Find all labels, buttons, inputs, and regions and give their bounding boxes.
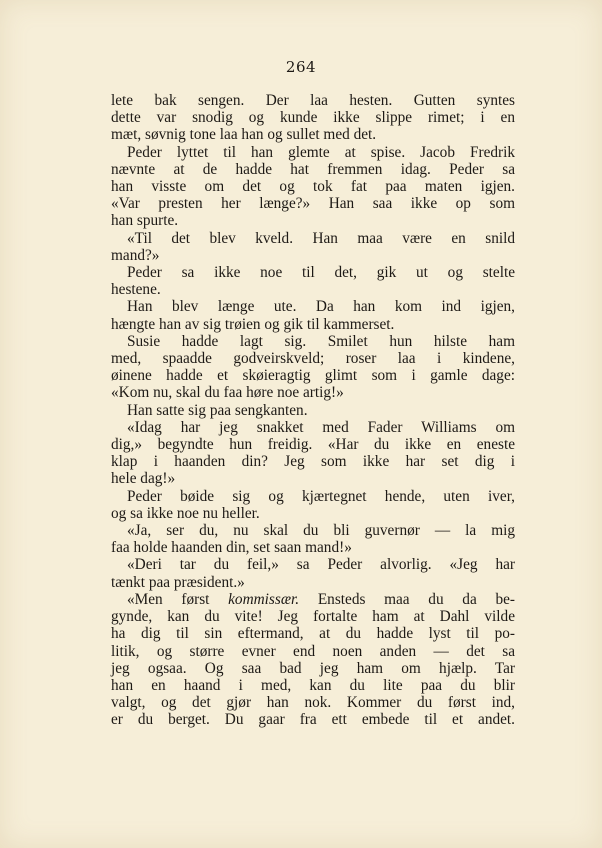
text-line: ha dig til sin eftermand, at du hadde lyst til po- <box>111 625 515 643</box>
text-line: han en haand i med, kan du lite paa du blir <box>111 676 515 694</box>
text-line: «Til det blev kveld. Han maa være en snild <box>127 229 515 247</box>
text-segment: Ensteds maa du da be- <box>299 590 515 608</box>
text-line: hele dag!» <box>111 470 176 488</box>
text-segment: «Men først <box>127 590 229 608</box>
text-line: «Var presten her længe?» Han saa ikke op som <box>111 195 515 213</box>
text-line-italic <box>111 591 515 608</box>
italic-word: kommissær. <box>228 590 300 608</box>
text-line: litik, og større evner end noen anden — det sa <box>111 642 515 660</box>
text-line: Peder sa ikke noe til det, gik ut og stelte <box>127 264 515 282</box>
text-line: han spurte. <box>111 212 179 230</box>
text-line: «Deri tar du feil,» sa Peder alvorlig. «Jeg har <box>127 556 515 574</box>
text-line: Peder lyttet til han glemte at spise. Jacob Fredrik <box>127 143 515 161</box>
text-line: hestene. <box>111 281 161 299</box>
text-line: Peder bøide sig og kjærtegnet hende, uten iver, <box>127 487 515 505</box>
text-line: nævnte at de hadde hat fremmen idag. Peder sa <box>111 160 515 178</box>
text-line: gynde, kan du vite! Jeg fortalte ham at Dahl vilde <box>111 608 515 626</box>
text-line: dette var snodig og kunde ikke slippe rimet; i en <box>111 109 515 127</box>
text-line: «Idag har jeg snakket med Fader Williams om <box>127 418 515 436</box>
text-line: og sa ikke noe nu heller. <box>111 504 260 522</box>
text-line: klap i haanden din? Jeg som ikke har set dig i <box>111 453 515 471</box>
body-lines-upper <box>111 92 515 591</box>
text-line: mæt, søvnig tone laa han og sullet med det. <box>111 126 377 144</box>
text-line: Han satte sig paa sengkanten. <box>127 401 308 419</box>
text-line: «Kom nu, skal du faa høre noe artig!» <box>111 384 344 402</box>
text-line: Susie hadde lagt sig. Smilet hun hilste ham <box>127 332 515 350</box>
text-line: mand?» <box>111 246 160 264</box>
text-line: er du berget. Du gaar fra ett embede til et andet. <box>111 711 515 729</box>
body-lines-lower <box>111 608 515 728</box>
page-number: 264 <box>285 58 317 76</box>
text-line: han visste om det og tok fat paa maten igjen. <box>111 178 515 196</box>
text-line: med, spaadde godveirskveld; roser laa i kindene, <box>111 350 515 368</box>
text-line: faa holde haanden din, set saan mand!» <box>111 539 352 557</box>
text-line: valgt, og det gjør han nok. Kommer du først ind, <box>111 694 515 712</box>
text-line: jeg ogsaa. Og saa bad jeg ham om hjælp. Tar <box>111 659 515 677</box>
text-line: «Ja, ser du, nu skal du bli guvernør — la mig <box>127 522 515 540</box>
text-line: tænkt paa præsident.» <box>111 573 245 591</box>
text-line: hængte han av sig trøien og gik til kammerset. <box>111 315 395 333</box>
text-line: dig,» begyndte hun freidig. «Har du ikke en eneste <box>111 436 515 454</box>
text-line: øinene hadde et skøieragtig glimt som i gamle dage: <box>111 367 515 385</box>
text-line: lete bak sengen. Der laa hesten. Gutten syntes <box>111 92 515 109</box>
text-line: Han blev længe ute. Da han kom ind igjen, <box>127 298 515 316</box>
body-text <box>111 92 515 729</box>
